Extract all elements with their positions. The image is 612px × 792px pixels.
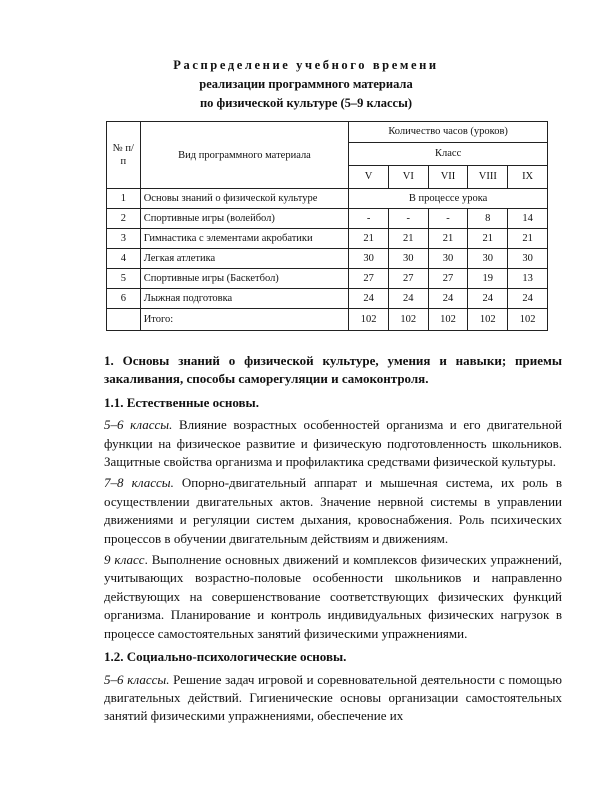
table-total-row [107,309,548,331]
table-row [107,229,548,249]
row-number: 1 [107,189,141,209]
class-col-header: VI [388,165,428,188]
section-1-2-heading: 1.2. Социально-психологические основы. [104,649,347,665]
row-material: Спортивные игры (волейбол) [140,209,349,229]
row-number-empty [107,309,141,331]
table-row [107,209,548,229]
row-merged-value: В процессе урока [349,189,548,209]
paragraph-text: Решение задач игровой и соревновательной деятельности с помощью двигательных действий. Гигиенические основы организации самостоятельных занятий физическими упражнениями, обеспечение их [104,671,562,724]
section-1-heading: 1. Основы знаний о физической культуре, умения и навыки; приемы закаливания, способы саморегуляции и самоконтроля. [104,353,562,387]
title-line-2: реализации программного материала [199,77,413,91]
row-value: 21 [468,229,508,249]
row-value: 27 [349,269,389,289]
row-value: 21 [508,229,548,249]
paragraph-lead: 5–6 классы. [104,671,170,687]
row-value: 30 [349,249,389,269]
row-value: 21 [388,229,428,249]
total-value: 102 [388,309,428,331]
class-col-header: IX [508,165,548,188]
row-material: Гимнастика с элементами акробатики [140,229,349,249]
row-value: - [388,209,428,229]
paragraph-text: Влияние возрастных особенностей организма и его двигательной функции на физическое развитие и физическую подготовленность школьников. Защитные свойства организма и профилактика средствами физической культуры. [104,417,562,470]
row-material: Основы знаний о физической культуре [140,189,349,209]
row-number: 6 [107,289,141,309]
row-value: - [428,209,468,229]
paragraph-9 [104,551,562,643]
header-material: Вид программного материала [140,122,349,189]
class-col-header: VIII [468,165,508,188]
class-col-header: VII [428,165,468,188]
paragraph-lead: 7–8 классы. [104,475,174,491]
table-row [107,249,548,269]
row-number: 2 [107,209,141,229]
paragraph-lead: 9 класс [104,552,145,568]
row-value: 13 [508,269,548,289]
body-text [104,352,562,726]
row-value: 24 [508,289,548,309]
total-value: 102 [468,309,508,331]
table-row [107,289,548,309]
row-value: 19 [468,269,508,289]
row-material: Спортивные игры (Баскетбол) [140,269,349,289]
row-material: Легкая атлетика [140,249,349,269]
row-number: 3 [107,229,141,249]
header-hours: Количество часов (уроков) [349,122,548,143]
row-number: 4 [107,249,141,269]
row-value: 24 [349,289,389,309]
row-value: 24 [468,289,508,309]
hours-table [106,121,548,331]
total-value: 102 [349,309,389,331]
row-value: 21 [349,229,389,249]
row-value: 24 [428,289,468,309]
row-material: Лыжная подготовка [140,289,349,309]
paragraph-5-6 [104,416,562,471]
row-value: - [349,209,389,229]
row-value: 14 [508,209,548,229]
paragraph-text: Опорно-двигательный аппарат и мышечная система, их роль в осуществлении двигательных актов. Значение нервной системы в управлении движениями и регуляции систем дыхания, кровоснабжения. Роль психических процессов в обучении двигательным действиям и движениям. [104,475,562,546]
row-value: 30 [428,249,468,269]
total-value: 102 [508,309,548,331]
row-value: 27 [388,269,428,289]
header-number: № п/п [107,122,141,189]
paragraph-7-8 [104,474,562,548]
header-class: Класс [349,142,548,165]
paragraph-lead: 5–6 классы. [104,417,173,433]
table-row [107,189,548,209]
row-value: 21 [428,229,468,249]
total-value: 102 [428,309,468,331]
class-col-header: V [349,165,389,188]
row-value: 30 [468,249,508,269]
paragraph-5-6-social [104,671,562,726]
row-value: 27 [428,269,468,289]
row-value: 30 [388,249,428,269]
section-1-1-heading: 1.1. Естественные основы. [104,394,259,410]
row-value: 8 [468,209,508,229]
title-line-3: по физической культуре (5–9 классы) [199,96,413,110]
table-row [107,269,548,289]
total-label: Итого: [140,309,349,331]
row-value: 24 [388,289,428,309]
title-line-1: Распределение учебного времени [173,58,439,72]
paragraph-text: . Выполнение основных движений и комплексов физических упражнений, учитывающих возрастно-половые особенности школьников и направленно действующих на совершенствование соответствующих физических функций организма. Планирование и контроль индивидуальных физических нагрузок в процессе самостоятельных занятий физическими упражнениями. [104,552,562,641]
row-number: 5 [107,269,141,289]
row-value: 30 [508,249,548,269]
